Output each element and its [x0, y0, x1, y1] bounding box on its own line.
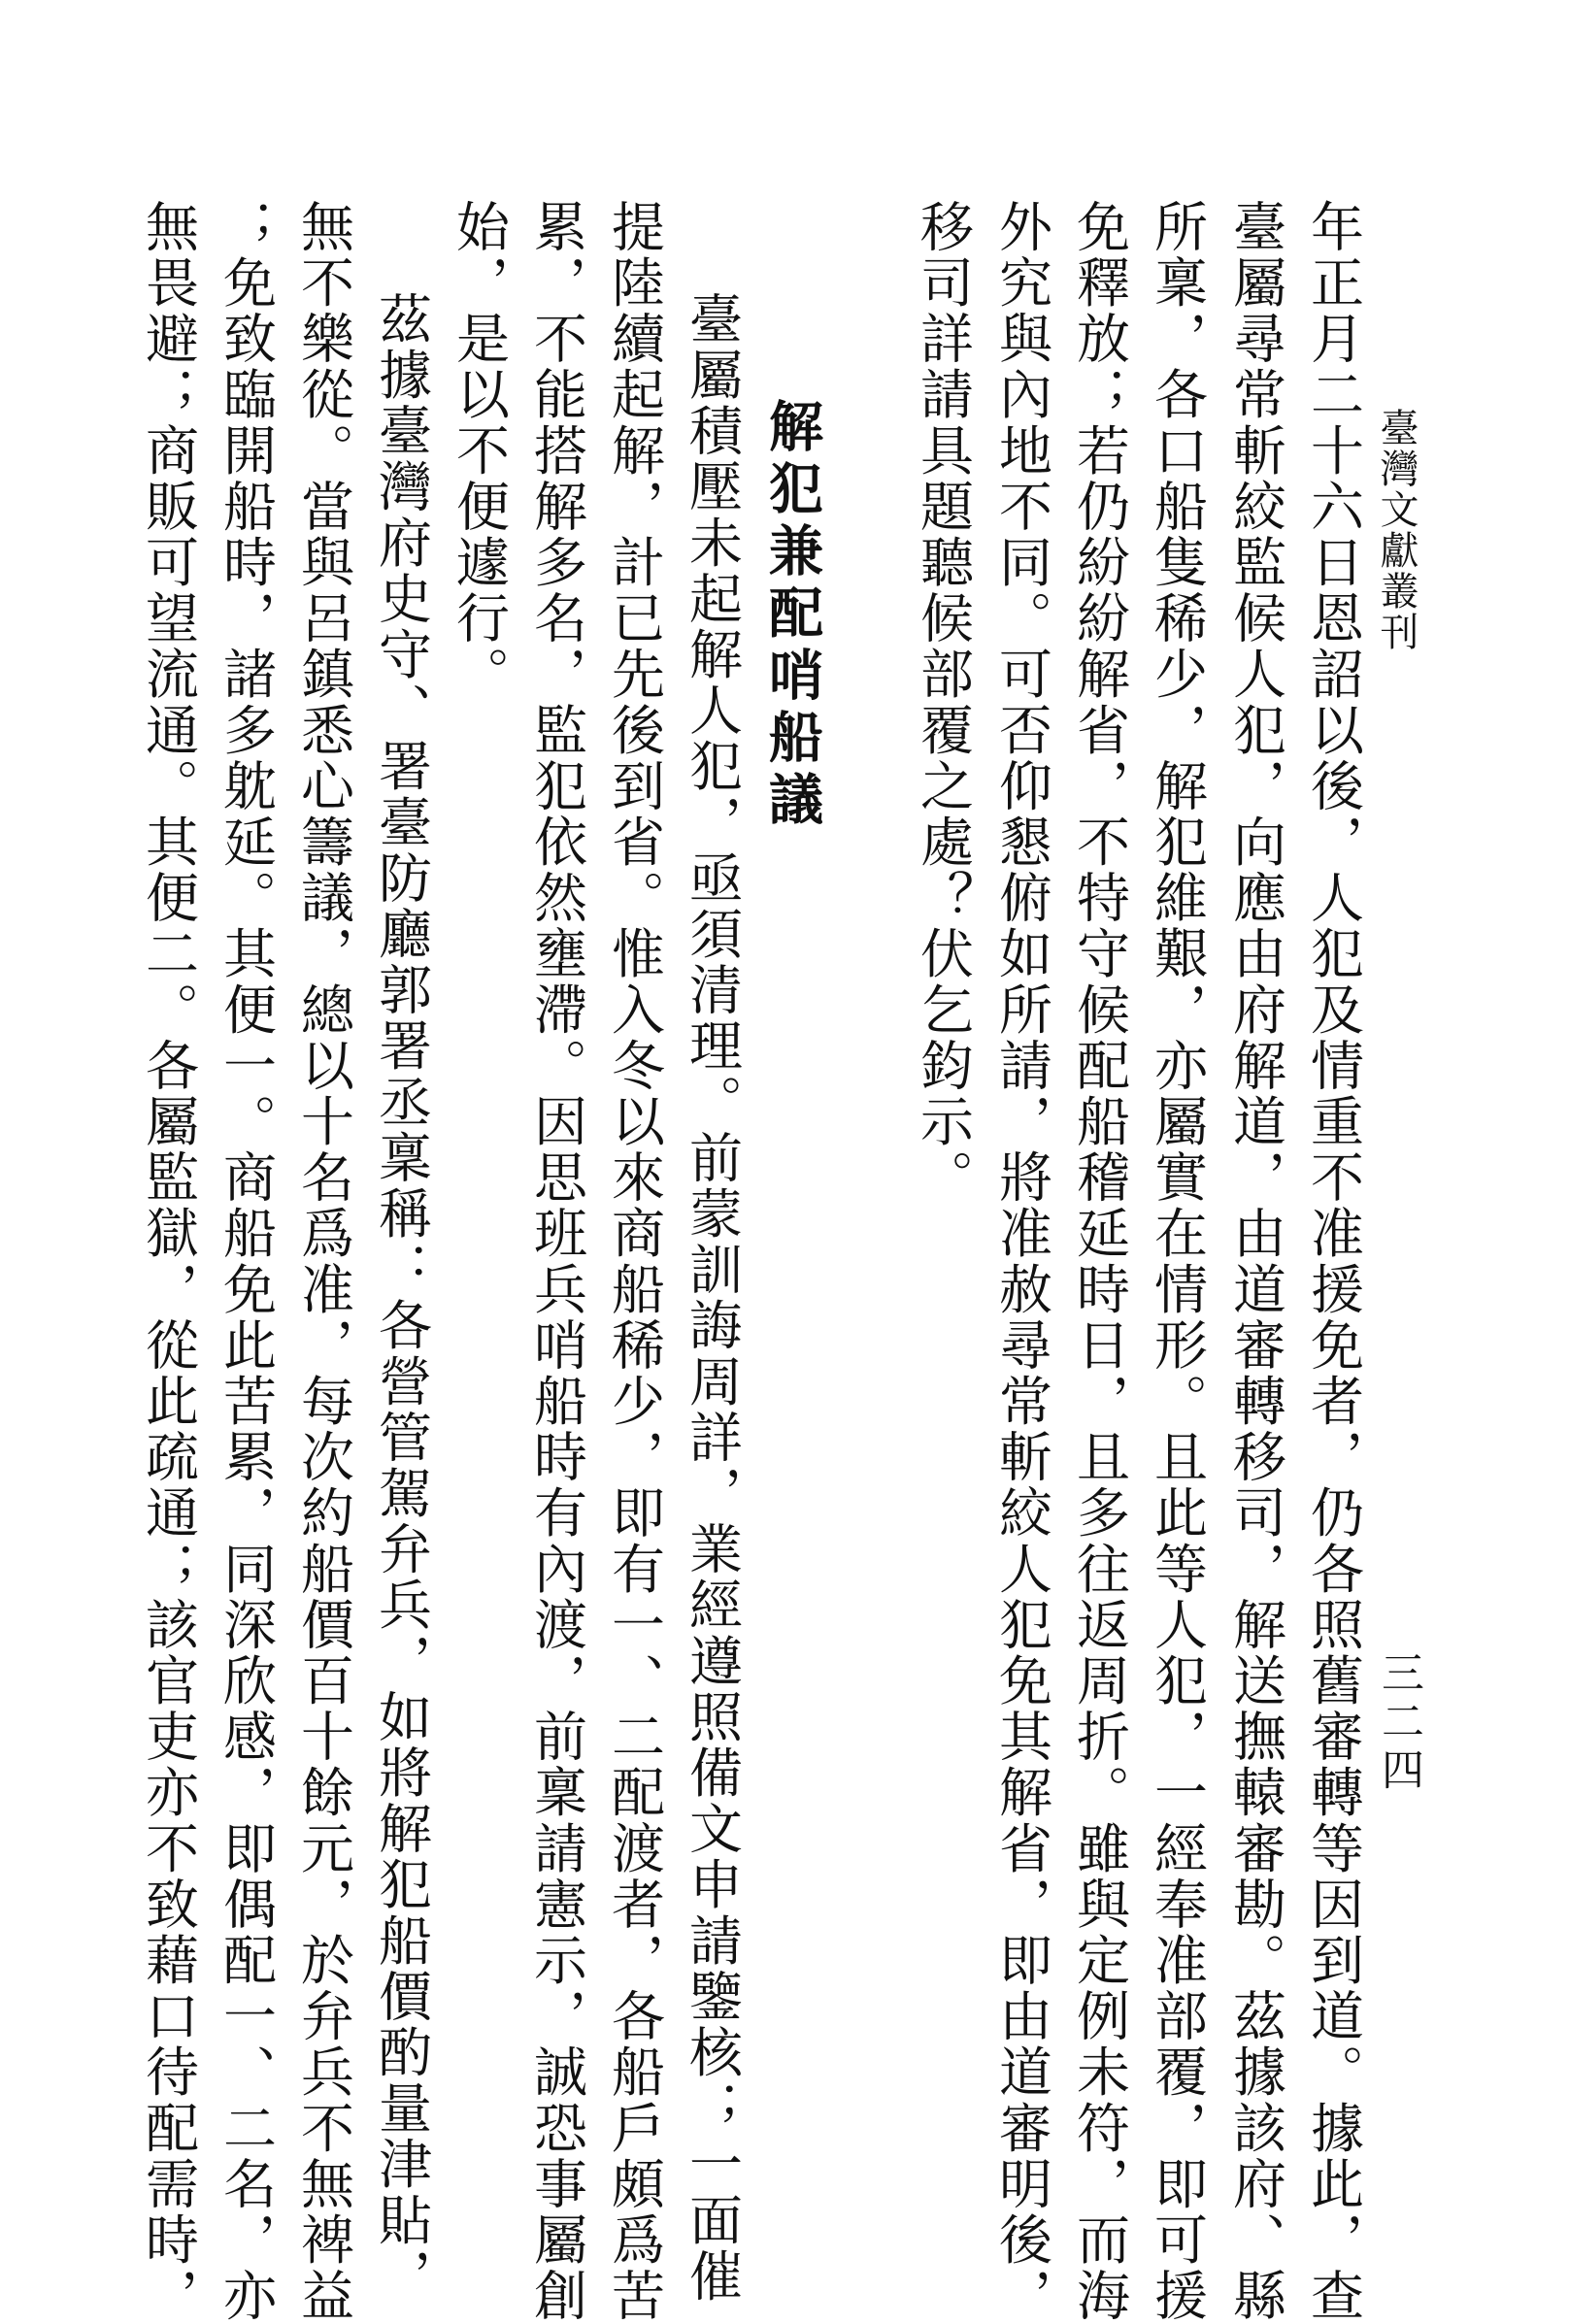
text-column: 累，不能搭解多名，監犯依然壅滯。因思班兵哨船時有內渡，前稟請憲示，誠恐事屬創	[525, 199, 587, 2324]
page-number: 三二四	[1374, 1650, 1423, 1796]
text-column: 提陸續起解，計已先後到省。惟入冬以來商船稀少，即有一、二配渡者，各船戶頗爲苦	[603, 199, 665, 2324]
running-title: 臺灣文獻叢刊	[1374, 408, 1419, 652]
text-column: ；免致臨開船時，諸多躭延。其便一。商船免此苦累，同深欣感，即偶配一、二名，亦	[215, 199, 277, 2324]
text-column: 免釋放；若仍紛紛解省，不特守候配船稽延時日，且多往返周折。雖與定例未符，而海	[1068, 199, 1130, 2324]
text-column: 臺屬尋常斬絞監候人犯，向應由府解道，由道審轉移司，解送撫轅審勘。茲據該府、縣	[1224, 199, 1286, 2324]
text-column: 年正月二十六日恩詔以後，人犯及情重不准援免者，仍各照舊審轉等因到道。據此，查	[1302, 199, 1364, 2324]
section-heading: 解犯兼配哨船議	[760, 398, 824, 833]
text-column: 臺屬積壓未起解人犯，亟須清理。前蒙訓誨周詳，業經遵照備文申請鑒核；一面催	[681, 291, 743, 2305]
text-column: 所稟，各口船隻稀少，解犯維艱，亦屬實在情形。且此等人犯，一經奉准部覆，即可援	[1146, 199, 1208, 2324]
text-column: 無不樂從。當與呂鎮悉心籌議，總以十名爲准，每次約船價百十餘元，於弁兵不無裨益	[292, 199, 354, 2324]
text-column: 外究與內地不同。可否仰懇俯如所請，將准赦尋常斬絞人犯免其解省，即由道審明後，	[990, 199, 1052, 2324]
text-column: 茲據臺灣府史守、署臺防廳郭署丞稟稱：各營管駕弁兵，如將解犯船價酌量津貼，	[370, 291, 432, 2305]
text-column: 移司詳請具題聽候部覆之處？伏乞鈞示。	[912, 199, 974, 1206]
text-column: 始，是以不便遽行。	[448, 199, 510, 703]
text-column: 無畏避；商販可望流通。其便二。各屬監獄，從此疏通；該官吏亦不致藉口待配需時，	[137, 199, 199, 2324]
